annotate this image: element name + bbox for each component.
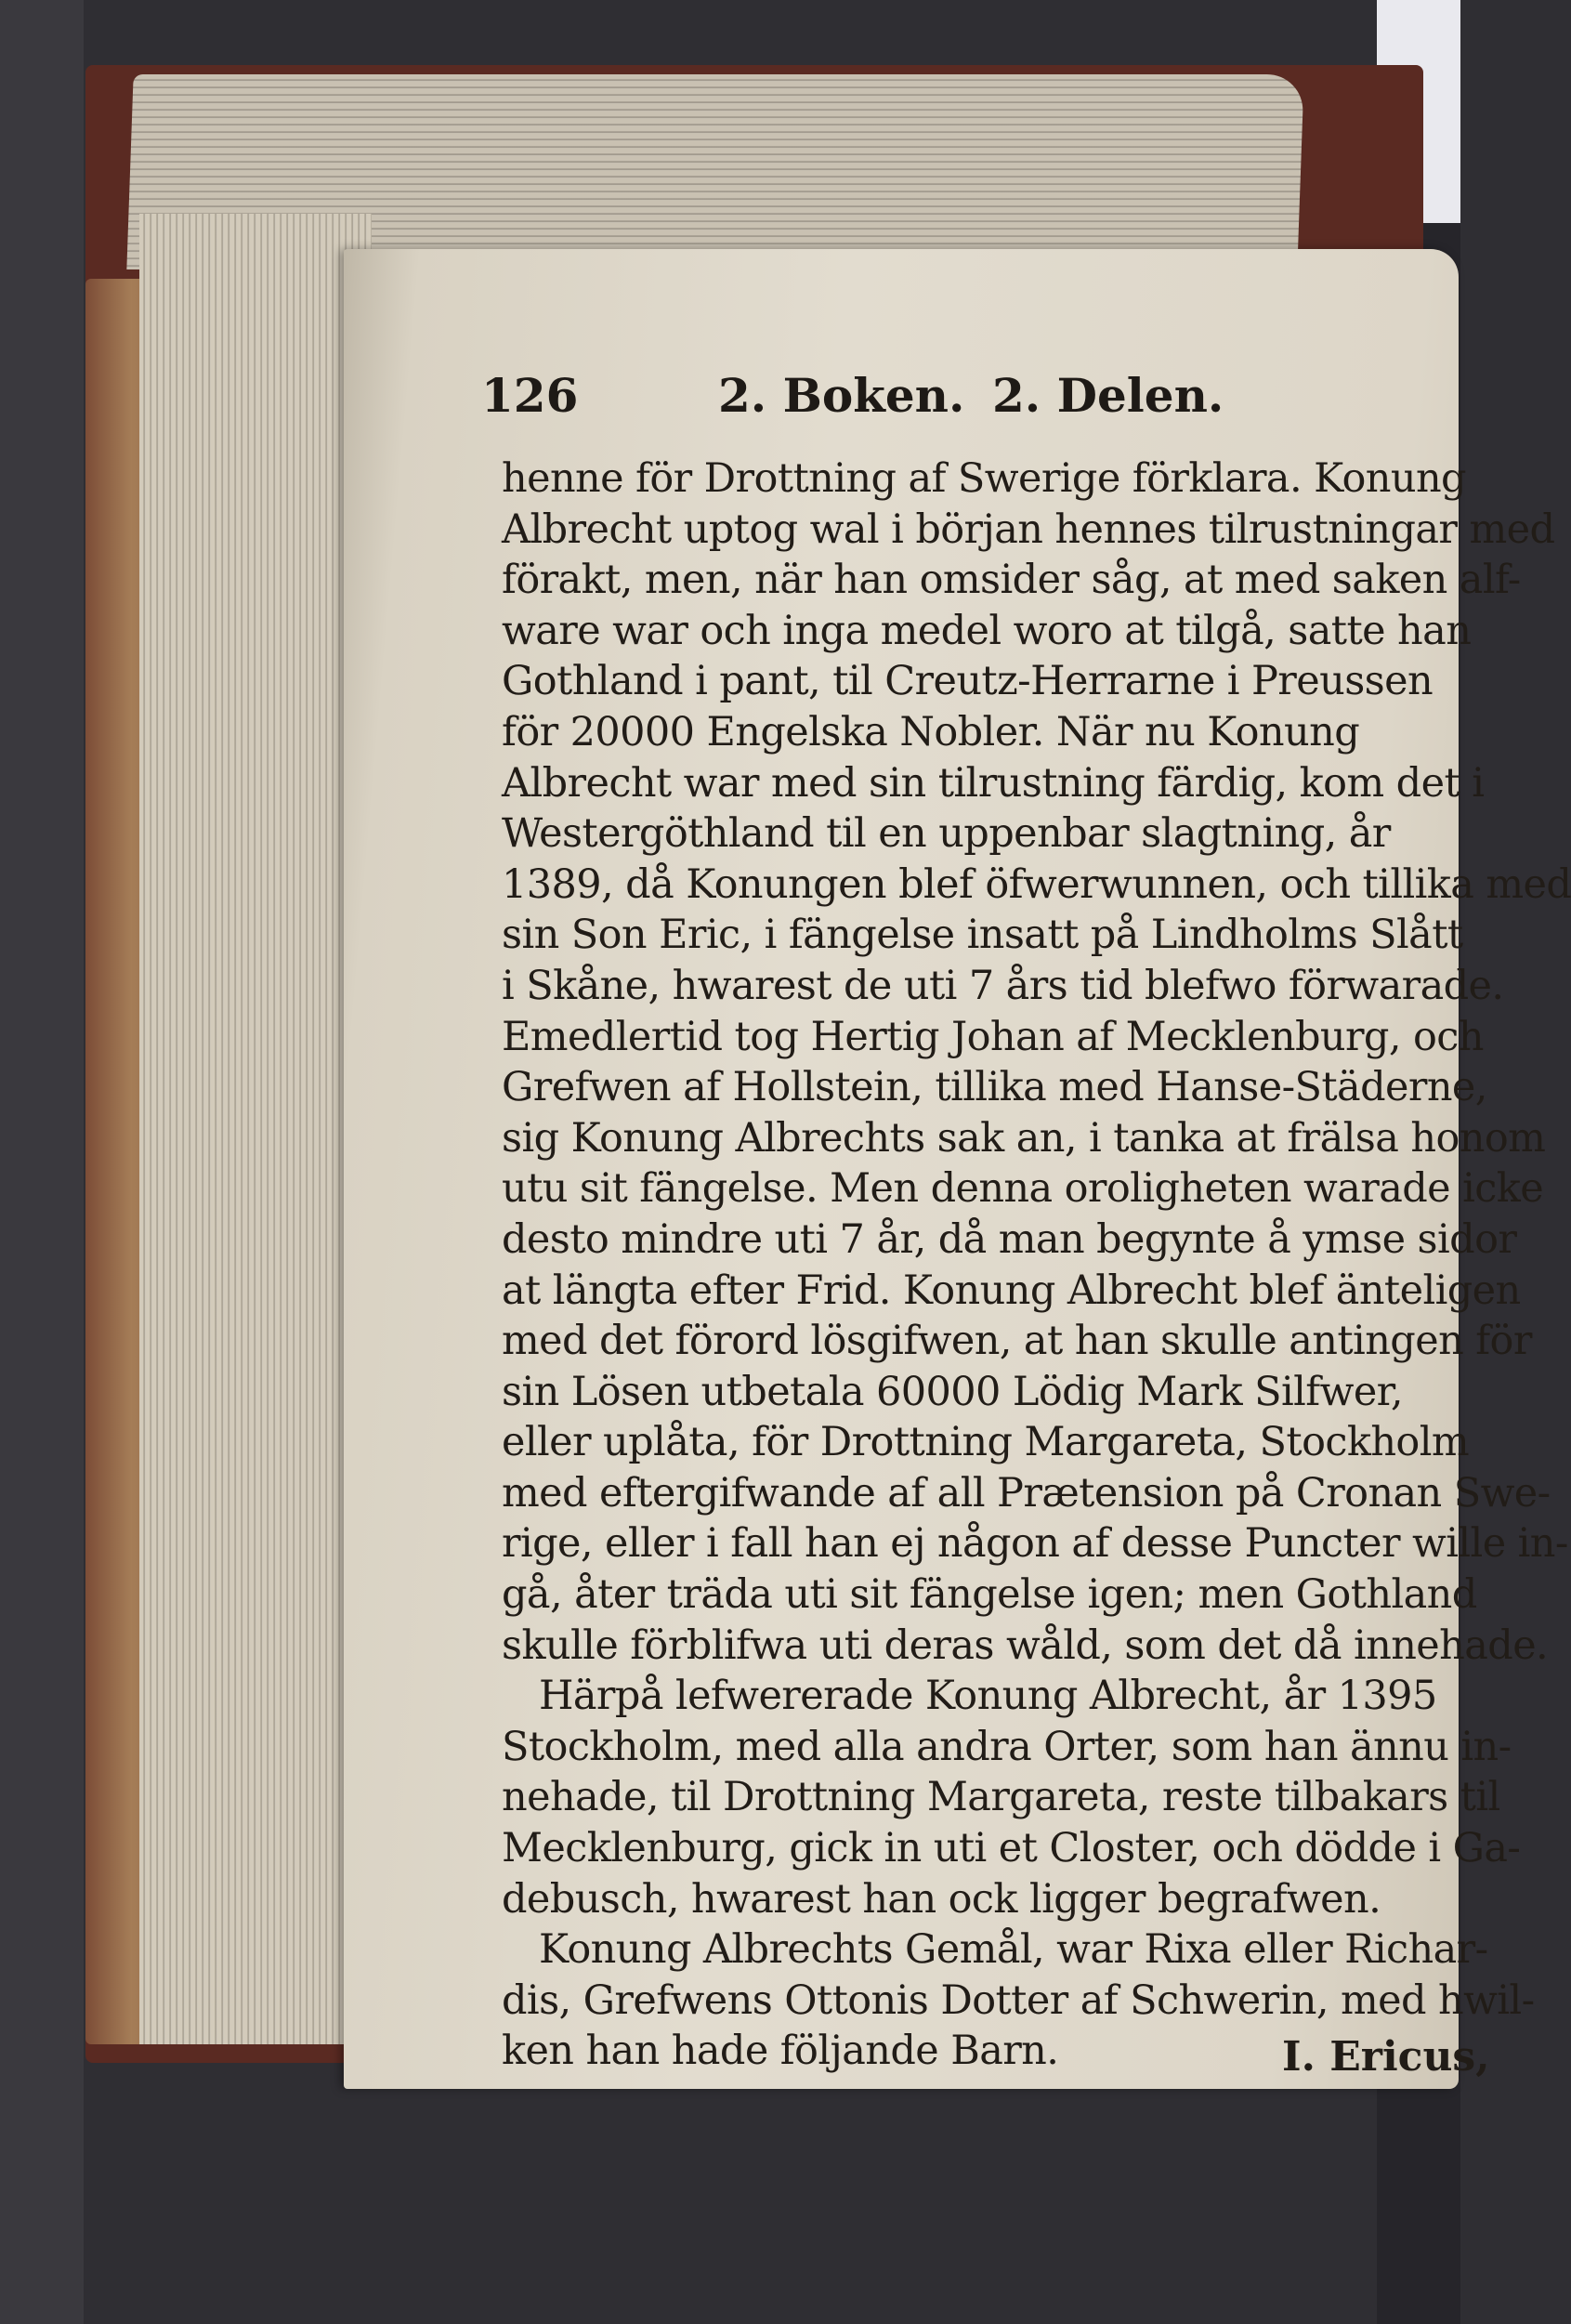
text-line: Härpå lefwererade Konung Albrecht, år 1395	[539, 1673, 1437, 1720]
text-line: Westergöthland til en uppenbar slagtning, år	[502, 810, 1391, 858]
text-line: sin Son Eric, i fängelse insatt på Lindholms Slått	[502, 912, 1463, 959]
text-line: 1389, då Konungen blef öfwerwunnen, och tillika med	[502, 860, 1571, 908]
running-header	[481, 368, 1317, 433]
text-line: at längta efter Frid. Konung Albrecht blef änteligen	[502, 1267, 1521, 1314]
text-line: Stockholm, med alla andra Orter, som han ännu in-	[502, 1723, 1512, 1770]
catchword: I. Ericus,	[1282, 2033, 1490, 2081]
text-line: för 20000 Engelska Nobler. När nu Konung	[502, 708, 1360, 755]
book-label: 2. Boken.	[718, 368, 965, 423]
book-page	[344, 249, 1571, 2089]
text-line: förakt, men, när han omsider såg, at med saken alf-	[502, 557, 1521, 604]
text-line: eller uplåta, för Drottning Margareta, Stockholm	[502, 1419, 1470, 1466]
text-line: med eftergifwande af all Prætension på Cronan Swe-	[502, 1469, 1551, 1517]
text-line: med det förord lösgifwen, at han skulle antingen för	[502, 1318, 1532, 1365]
text-line: Emedlertid tog Hertig Johan af Mecklenburg, och	[502, 1013, 1484, 1060]
text-line: ware war och inga medel woro at tilgå, satte han	[502, 607, 1472, 654]
text-line: sin Lösen utbetala 60000 Lödig Mark Silfwer,	[502, 1368, 1403, 1415]
text-line: desto mindre uti 7 år, då man begynte å ymse sidor	[502, 1215, 1517, 1263]
text-line: Mecklenburg, gick in uti et Closter, och dödde i Ga-	[502, 1825, 1521, 1872]
background-left	[0, 0, 84, 2324]
text-line: Grefwen af Hollstein, tillika med Hanse-Städerne,	[502, 1064, 1487, 1111]
text-line: rige, eller i fall han ej någon af desse Puncter wille in-	[502, 1520, 1568, 1568]
text-line: gå, åter träda uti sit fängelse igen; men Gothland	[502, 1571, 1477, 1619]
text-line: utu sit fängelse. Men denna oroligheten warade icke	[502, 1165, 1544, 1213]
text-line: nehade, til Drottning Margareta, reste tilbakars til	[502, 1774, 1500, 1821]
text-line: Albrecht uptog wal i början hennes tilrustningar med	[502, 506, 1555, 553]
text-line: ken han hade följande Barn.	[502, 2028, 1059, 2075]
text-line: dis, Grefwens Ottonis Dotter af Schwerin, med hwil-	[502, 1976, 1535, 2024]
page-body-text	[502, 453, 1571, 2077]
page-number: 126	[481, 368, 579, 423]
part-label: 2. Delen.	[992, 368, 1224, 423]
text-line: sig Konung Albrechts sak an, i tanka at frälsa honom	[502, 1114, 1546, 1162]
text-line: henne för Drottning af Swerige förklara. Konung	[502, 455, 1466, 502]
text-line: debusch, hwarest han ock ligger begrafwen.	[502, 1875, 1381, 1923]
page-stack-side	[139, 214, 372, 2044]
text-line: Albrecht war med sin tilrustning färdig, kom det i	[502, 759, 1485, 807]
text-line: i Skåne, hwarest de uti 7 års tid blefwo förwarade.	[502, 962, 1504, 1009]
text-line: skulle förblifwa uti deras wåld, som det då innehade.	[502, 1622, 1549, 1669]
text-line: Konung Albrechts Gemål, war Rixa eller Richar-	[539, 1926, 1488, 1974]
text-line: Gothland i pant, til Creutz-Herrarne i Preussen	[502, 658, 1434, 705]
